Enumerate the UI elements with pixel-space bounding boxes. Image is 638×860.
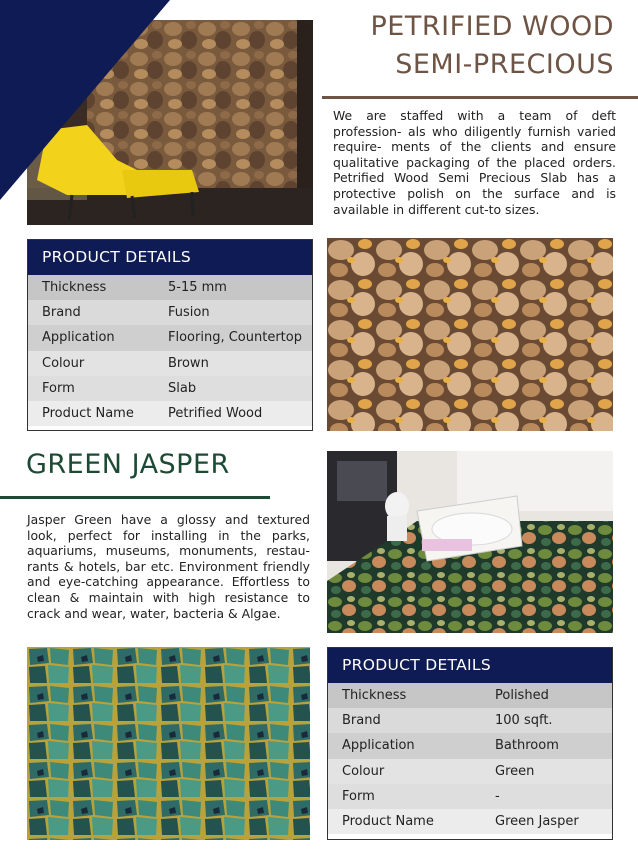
- detail-key: Colour: [42, 355, 85, 371]
- table-row: [328, 683, 612, 708]
- detail-value: Slab: [168, 380, 197, 396]
- detail-key: Brand: [42, 305, 81, 321]
- detail-key: Brand: [342, 713, 381, 729]
- detail-key: Colour: [342, 763, 385, 779]
- detail-key: Application: [42, 330, 115, 346]
- table-row: [328, 733, 612, 758]
- table-row: [28, 351, 312, 376]
- detail-key: Form: [42, 380, 75, 396]
- table-row: [328, 809, 612, 834]
- petrified-wood-slab-photo: [327, 238, 613, 431]
- table-row: [28, 401, 312, 426]
- table-row: [328, 708, 612, 733]
- section1-details-table: [27, 239, 313, 431]
- detail-key: Product Name: [342, 813, 434, 829]
- detail-key: Form: [342, 788, 375, 804]
- detail-key: Thickness: [42, 280, 107, 295]
- detail-value: Bathroom: [495, 738, 559, 754]
- section1-details-heading: PRODUCT DETAILS: [28, 240, 312, 275]
- detail-value: Polished: [495, 688, 549, 703]
- detail-key: Product Name: [42, 405, 134, 421]
- detail-key: Thickness: [342, 688, 407, 703]
- table-row: [28, 300, 312, 325]
- detail-value: 5-15 mm: [168, 280, 227, 295]
- section2-title: GREEN JASPER: [26, 449, 230, 480]
- section1-title: [314, 8, 614, 84]
- green-jasper-slab-photo: [27, 647, 310, 840]
- detail-value: Brown: [168, 355, 209, 371]
- detail-value: Petrified Wood: [168, 405, 263, 421]
- green-jasper-bathroom-photo: [327, 451, 613, 633]
- section2-description: Jasper Green have a glossy and textured look, perfect for installing in the parks, aquariums, museums, monuments, restau- rants & hotels, bar etc. Environment friendly and eye-catching appearance. Effortless to clean & maintain with high resistance to crack and wear, water, bacteria & Algae.: [27, 512, 310, 621]
- table-row: [328, 784, 612, 809]
- detail-value: Green: [495, 763, 535, 779]
- section1-title-line1: PETRIFIED WOOD: [370, 11, 614, 42]
- table-row: [28, 325, 312, 350]
- section1-title-line2: SEMI-PRECIOUS: [395, 49, 614, 80]
- section1-title-rule: [322, 96, 638, 99]
- section1-description: We are staffed with a team of deft profession- als who diligently furnish varied require- ments of the clients and ensure qualitative packaging of the placed orders. Petrified Wood Semi Precious Slab has a protective polish on the surface and is available in different cut-to sizes.: [333, 108, 616, 217]
- detail-value: Flooring, Countertop: [168, 330, 302, 346]
- detail-value: -: [495, 788, 500, 804]
- section1-details-rows: [28, 275, 312, 426]
- detail-key: Application: [342, 738, 415, 754]
- detail-value: 100 sqft.: [495, 713, 553, 729]
- table-row: [28, 275, 312, 300]
- section2-title-rule: [0, 496, 270, 499]
- section2-details-table: [327, 647, 613, 840]
- detail-value: Fusion: [168, 305, 210, 321]
- section2-details-rows: [328, 683, 612, 834]
- table-row: [328, 759, 612, 784]
- detail-value: Green Jasper: [495, 813, 579, 829]
- section2-details-heading: PRODUCT DETAILS: [328, 648, 612, 683]
- table-row: [28, 376, 312, 401]
